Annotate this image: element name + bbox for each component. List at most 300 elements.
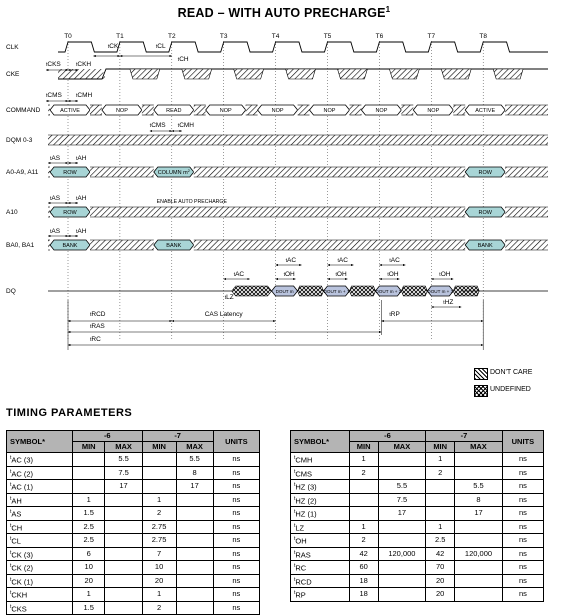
command-dont-care: [298, 105, 310, 115]
table-row: [7, 480, 260, 494]
symbol-cell: $^t$CKS: [7, 601, 73, 615]
timing-label-tck: [108, 43, 119, 50]
timing-prefix: t: [387, 272, 389, 278]
min6-cell: [72, 480, 105, 494]
min7-cell: 2.75: [142, 534, 176, 548]
max7-cell: 17: [455, 507, 503, 521]
timing-prefix: t: [76, 62, 78, 68]
clock-label-t7: T7: [427, 33, 436, 40]
table-header-row: [7, 431, 260, 442]
timing-name: CH: [179, 56, 189, 63]
table-row: [291, 534, 544, 548]
command-5-label: NOP: [323, 108, 336, 114]
max-header: MAX: [105, 442, 142, 453]
ba-seg-t2-label: BANK: [166, 243, 182, 249]
min6-cell: [72, 453, 105, 467]
timing-label-tas: [50, 195, 61, 202]
cke-dont-care: [338, 69, 368, 79]
addr-dont-care: [194, 167, 465, 177]
dq-dout-3-label: DOUT m + 3: [427, 289, 454, 294]
timing-prefix: t: [76, 229, 78, 235]
min6-cell: [349, 480, 378, 494]
symbol-cell: $^t$HZ (3): [291, 480, 350, 494]
timing-prefix: t: [155, 44, 158, 50]
timing-prefix: t: [337, 258, 339, 264]
min6-cell: [349, 507, 378, 521]
min6-cell: 1: [72, 493, 105, 507]
symbol-cell: $^t$HZ (2): [291, 493, 350, 507]
timing-name: CK: [109, 43, 119, 50]
timing-prefix: t: [389, 312, 391, 318]
max-header: MAX: [455, 442, 503, 453]
dq-dout-0-label: DOUT m: [275, 289, 294, 294]
units-cell: ns: [213, 520, 259, 534]
timing-prefix: t: [90, 337, 92, 343]
max6-cell: 17: [378, 507, 426, 521]
max7-cell: [176, 534, 213, 548]
symbol-cell: $^t$AC (2): [7, 466, 73, 480]
dq-undefined: [232, 286, 272, 296]
cas-latency-label: CAS Latency: [204, 311, 243, 318]
timing-label-tcks: [46, 61, 61, 68]
units-header: UNITS: [502, 431, 543, 453]
min7-cell: 2: [426, 466, 455, 480]
min7-cell: [142, 453, 176, 467]
min-header: MIN: [142, 442, 176, 453]
grade-6-header: -6: [72, 431, 142, 442]
max6-cell: [105, 520, 142, 534]
units-cell: ns: [213, 588, 259, 602]
table-row: [7, 507, 260, 521]
table-row: [291, 588, 544, 602]
max7-cell: [455, 453, 503, 467]
grade-7-header: -7: [142, 431, 213, 442]
timing-label-tah: [76, 228, 87, 235]
min6-cell: 18: [349, 574, 378, 588]
command-4-label: NOP: [271, 108, 284, 114]
symbol-cell: $^t$AH: [7, 493, 73, 507]
signal-label-cke: CKE: [6, 71, 20, 78]
command-0-label: ACTIVE: [60, 108, 80, 114]
timing-name: LZ: [226, 294, 234, 301]
command-dont-care: [246, 105, 258, 115]
signal-label-dq: DQ: [6, 288, 16, 295]
units-cell: ns: [213, 547, 259, 561]
signal-label-ba: BA0, BA1: [6, 242, 35, 249]
min-header: MIN: [426, 442, 455, 453]
units-cell: ns: [213, 466, 259, 480]
table-row: [291, 480, 544, 494]
ba-seg-t0-label: BANK: [62, 243, 78, 249]
command-3-label: NOP: [219, 108, 232, 114]
units-cell: ns: [502, 453, 543, 467]
cke-dont-care: [441, 69, 471, 79]
timing-prefix: t: [46, 93, 48, 99]
timing-label-tas: [50, 228, 61, 235]
max7-cell: 120,000: [455, 547, 503, 561]
max7-cell: [176, 601, 213, 615]
addr-dont-care: [90, 167, 154, 177]
clock-label-t4: T4: [271, 33, 280, 40]
timing-name: CMS: [151, 122, 166, 129]
signal-labels: [6, 44, 41, 295]
units-cell: ns: [502, 466, 543, 480]
symbol-cell: $^t$LZ: [291, 520, 350, 534]
max6-cell: 5.5: [105, 453, 142, 467]
table-row: [7, 520, 260, 534]
timing-prefix: t: [389, 258, 391, 264]
timing-name: RP: [390, 311, 400, 318]
timing-prefix: t: [76, 196, 78, 202]
min6-cell: 10: [72, 561, 105, 575]
ba-seg-t8-label: BANK: [477, 243, 493, 249]
timing-name: AS: [51, 228, 61, 235]
min6-cell: 18: [349, 588, 378, 602]
cke-dont-care: [130, 69, 160, 79]
timing-label-tckh: [76, 61, 91, 68]
units-cell: ns: [213, 507, 259, 521]
max7-cell: [455, 520, 503, 534]
command-dont-care: [453, 105, 465, 115]
timing-name: AH: [77, 195, 87, 202]
timing-prefix: t: [107, 44, 110, 50]
clock-label-t6: T6: [375, 33, 384, 40]
max6-cell: 120,000: [378, 547, 426, 561]
min7-cell: 2: [142, 507, 176, 521]
units-cell: ns: [502, 574, 543, 588]
timing-label-tah: [76, 155, 87, 162]
undefined-swatch: [474, 385, 488, 397]
timing-prefix: t: [233, 272, 236, 278]
timing-label-trp: [389, 311, 399, 318]
a10-dont-care: [154, 207, 465, 217]
min7-cell: 1: [142, 493, 176, 507]
max6-cell: [105, 493, 142, 507]
timing-name: AC: [338, 257, 348, 264]
timing-label-tas: [50, 155, 61, 162]
addr-seg-t8-label: ROW: [478, 170, 492, 176]
timing-label-tcmh: [76, 92, 92, 99]
table-row: [291, 547, 544, 561]
cke-dont-care: [286, 69, 316, 79]
units-cell: ns: [502, 507, 543, 521]
timing-name: CMH: [77, 92, 93, 99]
symbol-cell: $^t$CK (1): [7, 574, 73, 588]
max7-cell: [455, 574, 503, 588]
timing-label-tac: [389, 257, 400, 264]
table-row: [7, 534, 260, 548]
timing-name: HZ: [444, 299, 454, 306]
timing-label-tac: [286, 257, 297, 264]
timing-annotations: [46, 43, 483, 350]
clock-label-t5: T5: [323, 33, 332, 40]
timing-label-tcmh: [178, 122, 194, 129]
symbol-header: SYMBOL*: [7, 431, 73, 453]
max6-cell: [105, 547, 142, 561]
addr-dont-care: [505, 167, 548, 177]
addr-seg-t2-label: COLUMN $m^2$: [157, 168, 190, 176]
max7-cell: 8: [176, 466, 213, 480]
table-row: [291, 507, 544, 521]
units-cell: ns: [213, 493, 259, 507]
signal-label-dqm: DQM 0-3: [6, 137, 33, 144]
table-header-row: [291, 431, 544, 442]
max7-cell: [455, 466, 503, 480]
timing-label-tac: [338, 257, 349, 264]
signal-label-clk: CLK: [6, 44, 19, 51]
table-row: [7, 561, 260, 575]
timing-name: CMS: [47, 92, 62, 99]
units-cell: ns: [213, 601, 259, 615]
title-superscript: 1: [385, 5, 391, 14]
timing-label-tch: [178, 56, 189, 63]
timing-prefix: t: [76, 93, 78, 99]
units-cell: ns: [502, 588, 543, 602]
min7-cell: [142, 466, 176, 480]
timing-table-left: [6, 430, 260, 615]
max6-cell: [378, 561, 426, 575]
cke-dont-care: [58, 69, 106, 79]
max7-cell: 5.5: [176, 453, 213, 467]
min7-cell: 1: [142, 588, 176, 602]
symbol-cell: $^t$CMS: [291, 466, 350, 480]
timing-name: AC: [390, 257, 400, 264]
symbol-cell: $^t$CK (2): [7, 561, 73, 575]
max6-cell: 7.5: [105, 466, 142, 480]
command-dont-care: [142, 105, 154, 115]
units-cell: ns: [502, 493, 543, 507]
units-cell: ns: [502, 520, 543, 534]
ba-dont-care: [194, 240, 465, 250]
command-dont-care: [90, 105, 102, 115]
timing-label-trcd: [90, 311, 106, 318]
max6-cell: [378, 453, 426, 467]
command-2-label: READ: [166, 108, 182, 114]
symbol-cell: $^t$OH: [291, 534, 350, 548]
units-cell: ns: [502, 561, 543, 575]
clk-waveform: [58, 42, 548, 52]
timing-name: OH: [336, 271, 347, 278]
addr-seg-t0-label: ROW: [63, 170, 77, 176]
symbol-cell: $^t$CMH: [291, 453, 350, 467]
undefined-label: UNDEFINED: [490, 386, 531, 393]
cke-dont-care: [493, 69, 523, 79]
clock-label-t2: T2: [168, 33, 176, 40]
timing-prefix: t: [90, 312, 92, 318]
min6-cell: 1: [349, 453, 378, 467]
a10-dont-care: [505, 207, 548, 217]
min7-cell: [426, 493, 455, 507]
max6-cell: [105, 574, 142, 588]
max7-cell: [455, 561, 503, 575]
timing-label-tac: [234, 271, 245, 278]
min6-cell: [349, 493, 378, 507]
max6-cell: [378, 588, 426, 602]
max7-cell: 17: [176, 480, 213, 494]
signal-label-command: COMMAND: [6, 107, 41, 114]
ba-dont-care: [90, 240, 154, 250]
cke-dont-care: [389, 69, 419, 79]
command-6-label: NOP: [375, 108, 388, 114]
units-cell: ns: [213, 574, 259, 588]
grade-6-header: -6: [349, 431, 426, 442]
timing-name: AC: [235, 271, 245, 278]
clock-label-t3: T3: [219, 33, 228, 40]
timing-name: OH: [388, 271, 399, 278]
table-row: [291, 574, 544, 588]
dq-undefined: [350, 286, 376, 296]
timing-prefix: t: [177, 57, 180, 63]
min7-cell: 10: [142, 561, 176, 575]
units-cell: ns: [213, 453, 259, 467]
max6-cell: [378, 466, 426, 480]
min7-cell: [426, 480, 455, 494]
max6-cell: [105, 534, 142, 548]
table-row: [7, 453, 260, 467]
symbol-cell: $^t$CKH: [7, 588, 73, 602]
min-header: MIN: [349, 442, 378, 453]
min6-cell: 20: [72, 574, 105, 588]
command-dont-care: [505, 105, 548, 115]
table-row: [7, 493, 260, 507]
enable-auto-precharge-label: ENABLE AUTO PRECHARGE: [156, 199, 227, 205]
ba-dont-care: [505, 240, 548, 250]
timing-label-tah: [76, 195, 87, 202]
timing-label-tcms: [150, 122, 166, 129]
timing-label-toh: [284, 271, 295, 278]
timing-prefix: t: [283, 272, 285, 278]
table-row: [291, 466, 544, 480]
max6-cell: [105, 601, 142, 615]
min6-cell: 2: [349, 534, 378, 548]
max7-cell: [176, 574, 213, 588]
symbol-cell: $^t$RP: [291, 588, 350, 602]
clock-label-t8: T8: [479, 33, 487, 40]
timing-name: RC: [91, 336, 101, 343]
max7-cell: [176, 547, 213, 561]
table-row: [7, 574, 260, 588]
clock-label-t0: T0: [64, 33, 72, 40]
symbol-cell: $^t$CK (3): [7, 547, 73, 561]
timing-prefix: t: [224, 295, 227, 301]
timing-prefix: t: [177, 123, 180, 129]
timing-prefix: t: [50, 156, 52, 162]
timing-label-tcms: [46, 92, 62, 99]
a10-dont-care: [90, 207, 154, 217]
cke-dont-care: [182, 69, 212, 79]
command-dont-care: [194, 105, 206, 115]
min7-cell: 20: [426, 574, 455, 588]
min7-cell: 2.5: [426, 534, 455, 548]
symbol-cell: $^t$CH: [7, 520, 73, 534]
units-cell: ns: [502, 534, 543, 548]
min7-cell: 2.75: [142, 520, 176, 534]
timing-name: RCD: [91, 311, 106, 318]
table-row: [7, 466, 260, 480]
min7-cell: 20: [142, 574, 176, 588]
timing-prefix: t: [50, 196, 52, 202]
dont-care-label: DON'T CARE: [490, 369, 533, 376]
max6-cell: [105, 507, 142, 521]
cke-dont-care: [234, 69, 264, 79]
max6-cell: 5.5: [378, 480, 426, 494]
dont-care-swatch: [474, 368, 488, 380]
max6-cell: 7.5: [378, 493, 426, 507]
min7-cell: [142, 480, 176, 494]
min7-cell: 7: [142, 547, 176, 561]
timing-name: CKS: [47, 61, 61, 68]
timing-label-tcl: [156, 43, 166, 50]
clock-labels: [64, 33, 487, 40]
min6-cell: 1.5: [72, 507, 105, 521]
min6-cell: 1: [349, 520, 378, 534]
min6-cell: 42: [349, 547, 378, 561]
a10-seg-t8-label: ROW: [478, 210, 492, 216]
table-row: [7, 547, 260, 561]
units-cell: ns: [213, 534, 259, 548]
table-row: [291, 561, 544, 575]
signal-label-addr: A0-A9, A11: [6, 169, 39, 176]
column-superscript: 2: [187, 168, 190, 173]
timing-prefix: t: [335, 272, 337, 278]
timing-label-thz: [443, 299, 453, 306]
timing-prefix: t: [76, 156, 78, 162]
max7-cell: [176, 520, 213, 534]
min6-cell: 2: [349, 466, 378, 480]
command-1-label: NOP: [115, 108, 128, 114]
symbol-cell: $^t$AS: [7, 507, 73, 521]
symbol-cell: $^t$HZ (1): [291, 507, 350, 521]
symbol-cell: $^t$AC (3): [7, 453, 73, 467]
units-cell: ns: [213, 561, 259, 575]
timing-table-right: [290, 430, 544, 602]
dq-dout-2-label: DOUT m + 2: [375, 289, 402, 294]
max7-cell: [455, 588, 503, 602]
command-8-label: ACTIVE: [475, 108, 496, 114]
symbol-cell: $^t$RC: [291, 561, 350, 575]
timing-prefix: t: [439, 272, 441, 278]
symbol-cell: $^t$CL: [7, 534, 73, 548]
min-header: MIN: [72, 442, 105, 453]
max-header: MAX: [176, 442, 213, 453]
a10-seg-t0-label: ROW: [63, 210, 77, 216]
min6-cell: 1.5: [72, 601, 105, 615]
min6-cell: 2.5: [72, 534, 105, 548]
max7-cell: [455, 534, 503, 548]
command-dont-care: [401, 105, 413, 115]
units-cell: ns: [213, 480, 259, 494]
timing-name: CL: [157, 43, 166, 50]
max6-cell: [378, 520, 426, 534]
timing-name: AH: [77, 228, 87, 235]
timing-name: OH: [440, 271, 451, 278]
timing-prefix: t: [50, 229, 52, 235]
timing-name: AC: [286, 257, 297, 264]
timing-prefix: t: [149, 123, 152, 129]
timing-prefix: t: [46, 62, 48, 68]
timing-label-trc: [90, 336, 101, 343]
min6-cell: 60: [349, 561, 378, 575]
min6-cell: 1: [72, 588, 105, 602]
timing-label-toh: [336, 271, 347, 278]
timing-name: CKH: [77, 61, 92, 68]
dq-dout-1-label: DOUT m + 1: [323, 289, 350, 294]
max6-cell: [105, 561, 142, 575]
min7-cell: [426, 507, 455, 521]
min6-cell: [72, 466, 105, 480]
grade-7-header: -7: [426, 431, 503, 442]
max7-cell: [176, 507, 213, 521]
